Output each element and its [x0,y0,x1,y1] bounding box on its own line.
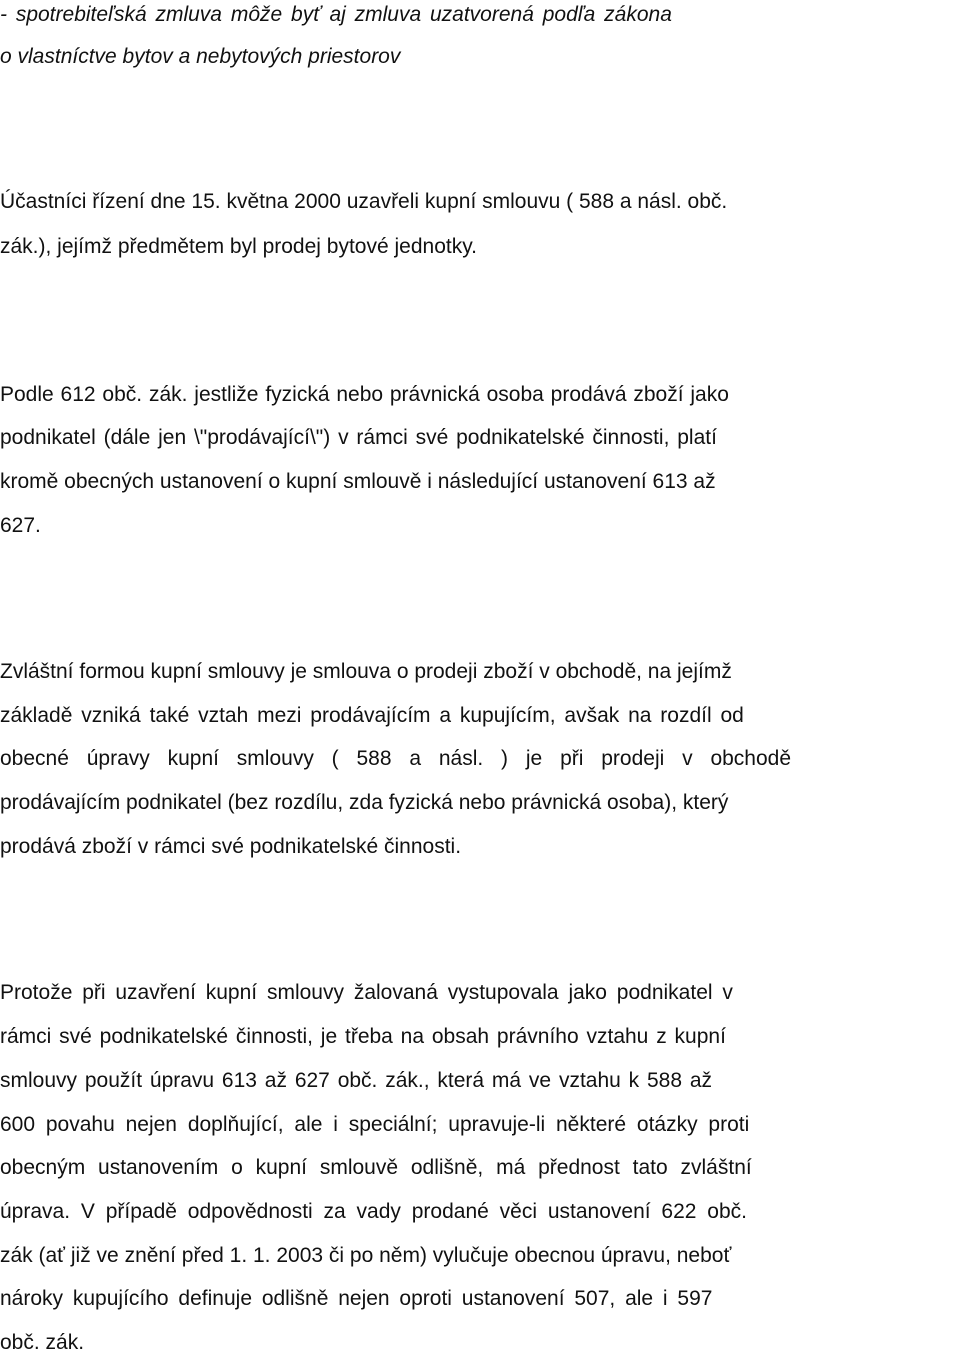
text-line: zák (ať již ve znění před 1. 1. 2003 či po něm) vylučuje obecnou úpravu, neboť [0,1244,732,1267]
text-line: Zvláštní formou kupní smlouvy je smlouva o prodeji zboží v obchodě, na jejímž [0,660,732,683]
text-line: Protože při uzavření kupní smlouvy žalovaná vystupovala jako podnikatel v [0,981,733,1004]
text-line: 600 povahu nejen doplňující, ale i speciální; upravuje-li některé otázky proti [0,1113,750,1136]
text-line: obecným ustanovením o kupní smlouvě odlišně, má přednost tato zvláštní [0,1156,752,1179]
text-line: kromě obecných ustanovení o kupní smlouvě i následující ustanovení 613 až [0,470,716,493]
text-line: rámci své podnikatelské činnosti, je třeba na obsah právního vztahu z kupní [0,1025,726,1048]
text-line: zák.), jejímž předmětem byl prodej bytové jednotky. [0,235,477,258]
text-line: Podle 612 obč. zák. jestliže fyzická nebo právnická osoba prodává zboží jako [0,383,729,406]
text-line: prodávajícím podnikatel (bez rozdílu, zda fyzická nebo právnická osoba), který [0,791,729,814]
text-line: podnikatel (dále jen \"prodávající\") v rámci své podnikatelské činnosti, platí [0,426,717,449]
text-line: obecné úpravy kupní smlouvy ( 588 a násl. ) je při prodeji v obchodě [0,747,792,770]
text-line: Účastníci řízení dne 15. května 2000 uzavřeli kupní smlouvu ( 588 a násl. obč. [0,190,728,213]
text-line: smlouvy použít úpravu 613 až 627 obč. zák., která má ve vztahu k 588 až [0,1069,713,1092]
text-line: základě vzniká také vztah mezi prodávajícím a kupujícím, avšak na rozdíl od [0,704,744,727]
text-line: nároky kupujícího definuje odlišně nejen oproti ustanovení 507, ale i 597 [0,1287,713,1310]
text-line: úprava. V případě odpovědnosti za vady prodané věci ustanovení 622 obč. [0,1200,747,1223]
text-line: obč. zák. [0,1331,85,1354]
text-line: 627. [0,514,41,537]
text-line: - spotrebiteľská zmluva môže byť aj zmluva uzatvorená podľa zákona [0,3,672,26]
text-line: prodává zboží v rámci své podnikatelské činnosti. [0,835,462,858]
text-line: o vlastníctve bytov a nebytových priestorov [0,45,401,68]
